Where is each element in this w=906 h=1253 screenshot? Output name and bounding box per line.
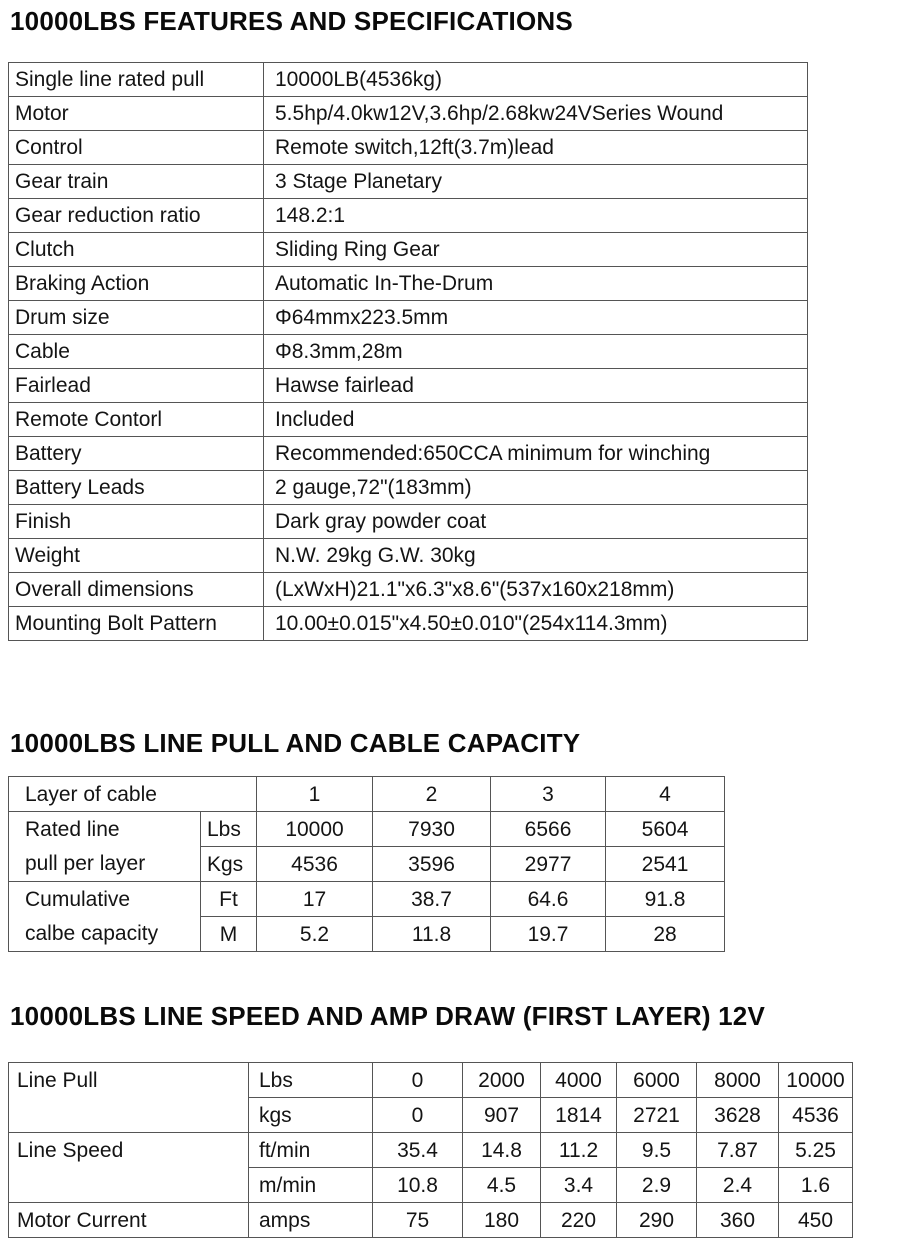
pull-per-layer-label: pull per layer xyxy=(9,847,201,882)
unit-cell: kgs xyxy=(249,1098,373,1133)
unit-cell: Ft xyxy=(201,882,257,917)
value-cell: 11.8 xyxy=(373,917,491,952)
line-pull-label-cont xyxy=(9,1098,249,1133)
value-cell: 75 xyxy=(373,1203,463,1238)
spec-table xyxy=(8,62,808,641)
spec-label: Control xyxy=(9,131,264,165)
value-cell: 38.7 xyxy=(373,882,491,917)
speed-heading: 10000LBS LINE SPEED AND AMP DRAW (FIRST LAYER) 12V xyxy=(10,1001,766,1031)
value-cell: 6000 xyxy=(617,1063,697,1098)
unit-cell: Lbs xyxy=(249,1063,373,1098)
spec-row xyxy=(9,471,808,505)
spec-value: (LxWxH)21.1"x6.3"x8.6"(537x160x218mm) xyxy=(264,573,808,607)
value-cell: 3628 xyxy=(697,1098,779,1133)
spec-value: Recommended:650CCA minimum for winching xyxy=(264,437,808,471)
spec-row xyxy=(9,267,808,301)
value-cell: 19.7 xyxy=(491,917,606,952)
table-row xyxy=(9,812,725,847)
line-pull-label: Line Pull xyxy=(9,1063,249,1098)
spec-value: 148.2:1 xyxy=(264,199,808,233)
pull-table xyxy=(8,776,725,952)
value-cell: 5.25 xyxy=(779,1133,853,1168)
value-cell: 1.6 xyxy=(779,1168,853,1203)
unit-cell: amps xyxy=(249,1203,373,1238)
value-cell: 6566 xyxy=(491,812,606,847)
unit-cell: Lbs xyxy=(201,812,257,847)
value-cell: 17 xyxy=(257,882,373,917)
table-row xyxy=(9,917,725,952)
value-cell: 4.5 xyxy=(463,1168,541,1203)
spec-row xyxy=(9,165,808,199)
line-speed-label-cont xyxy=(9,1168,249,1203)
spec-value: Φ8.3mm,28m xyxy=(264,335,808,369)
value-cell: 4536 xyxy=(779,1098,853,1133)
spec-value: Automatic In-The-Drum xyxy=(264,267,808,301)
spec-value: 3 Stage Planetary xyxy=(264,165,808,199)
spec-row xyxy=(9,539,808,573)
spec-value: Sliding Ring Gear xyxy=(264,233,808,267)
layer-number: 3 xyxy=(491,777,606,812)
spec-heading: 10000LBS FEATURES AND SPECIFICATIONS xyxy=(10,6,573,36)
value-cell: 290 xyxy=(617,1203,697,1238)
spec-row xyxy=(9,199,808,233)
value-cell: 2.4 xyxy=(697,1168,779,1203)
spec-label: Overall dimensions xyxy=(9,573,264,607)
spec-row xyxy=(9,505,808,539)
spec-value: Hawse fairlead xyxy=(264,369,808,403)
table-row xyxy=(9,882,725,917)
cable-capacity-label: calbe capacity xyxy=(9,917,201,952)
pull-heading: 10000LBS LINE PULL AND CABLE CAPACITY xyxy=(10,728,581,758)
spec-row xyxy=(9,573,808,607)
value-cell: 180 xyxy=(463,1203,541,1238)
spec-label: Cable xyxy=(9,335,264,369)
motor-current-label: Motor Current xyxy=(9,1203,249,1238)
speed-table xyxy=(8,1062,853,1238)
spec-value: 5.5hp/4.0kw12V,3.6hp/2.68kw24VSeries Wound xyxy=(264,97,808,131)
spec-label: Finish xyxy=(9,505,264,539)
value-cell: 2977 xyxy=(491,847,606,882)
spec-row xyxy=(9,437,808,471)
spec-label: Braking Action xyxy=(9,267,264,301)
table-row xyxy=(9,777,725,812)
value-cell: 7.87 xyxy=(697,1133,779,1168)
value-cell: 907 xyxy=(463,1098,541,1133)
spec-value: Included xyxy=(264,403,808,437)
value-cell: 14.8 xyxy=(463,1133,541,1168)
spec-label: Clutch xyxy=(9,233,264,267)
line-speed-label: Line Speed xyxy=(9,1133,249,1168)
table-row xyxy=(9,1203,853,1238)
value-cell: 10000 xyxy=(257,812,373,847)
spec-label: Gear train xyxy=(9,165,264,199)
table-row xyxy=(9,1133,853,1168)
value-cell: 3.4 xyxy=(541,1168,617,1203)
table-row xyxy=(9,847,725,882)
value-cell: 28 xyxy=(606,917,725,952)
spec-label: Battery Leads xyxy=(9,471,264,505)
value-cell: 0 xyxy=(373,1063,463,1098)
spec-value: Remote switch,12ft(3.7m)lead xyxy=(264,131,808,165)
spec-row xyxy=(9,607,808,641)
spec-row xyxy=(9,131,808,165)
spec-value: N.W. 29kg G.W. 30kg xyxy=(264,539,808,573)
value-cell: 91.8 xyxy=(606,882,725,917)
unit-cell: Kgs xyxy=(201,847,257,882)
value-cell: 10000 xyxy=(779,1063,853,1098)
spec-row xyxy=(9,301,808,335)
value-cell: 2541 xyxy=(606,847,725,882)
spec-value: 10.00±0.015"x4.50±0.010"(254x114.3mm) xyxy=(264,607,808,641)
spec-row xyxy=(9,403,808,437)
spec-value: 10000LB(4536kg) xyxy=(264,63,808,97)
value-cell: 8000 xyxy=(697,1063,779,1098)
value-cell: 4536 xyxy=(257,847,373,882)
rated-line-label: Rated line xyxy=(9,812,201,847)
spec-row xyxy=(9,369,808,403)
unit-cell: M xyxy=(201,917,257,952)
value-cell: 4000 xyxy=(541,1063,617,1098)
spec-row xyxy=(9,233,808,267)
spec-value: Φ64mmx223.5mm xyxy=(264,301,808,335)
value-cell: 35.4 xyxy=(373,1133,463,1168)
unit-cell: m/min xyxy=(249,1168,373,1203)
cumulative-label: Cumulative xyxy=(9,882,201,917)
spec-row xyxy=(9,335,808,369)
layer-number: 4 xyxy=(606,777,725,812)
spec-label: Drum size xyxy=(9,301,264,335)
unit-cell: ft/min xyxy=(249,1133,373,1168)
spec-row xyxy=(9,97,808,131)
spec-label: Remote Contorl xyxy=(9,403,264,437)
value-cell: 0 xyxy=(373,1098,463,1133)
spec-label: Gear reduction ratio xyxy=(9,199,264,233)
spec-row xyxy=(9,63,808,97)
spec-label: Fairlead xyxy=(9,369,264,403)
value-cell: 450 xyxy=(779,1203,853,1238)
spec-label: Weight xyxy=(9,539,264,573)
layer-number: 2 xyxy=(373,777,491,812)
layer-number: 1 xyxy=(257,777,373,812)
value-cell: 2721 xyxy=(617,1098,697,1133)
value-cell: 11.2 xyxy=(541,1133,617,1168)
layer-of-cable-label: Layer of cable xyxy=(9,777,257,812)
spec-label: Motor xyxy=(9,97,264,131)
spec-value: 2 gauge,72"(183mm) xyxy=(264,471,808,505)
value-cell: 9.5 xyxy=(617,1133,697,1168)
table-row xyxy=(9,1063,853,1098)
value-cell: 1814 xyxy=(541,1098,617,1133)
value-cell: 5604 xyxy=(606,812,725,847)
value-cell: 360 xyxy=(697,1203,779,1238)
value-cell: 3596 xyxy=(373,847,491,882)
table-row xyxy=(9,1098,853,1133)
value-cell: 2.9 xyxy=(617,1168,697,1203)
value-cell: 5.2 xyxy=(257,917,373,952)
value-cell: 10.8 xyxy=(373,1168,463,1203)
value-cell: 7930 xyxy=(373,812,491,847)
value-cell: 64.6 xyxy=(491,882,606,917)
value-cell: 220 xyxy=(541,1203,617,1238)
spec-label: Mounting Bolt Pattern xyxy=(9,607,264,641)
spec-value: Dark gray powder coat xyxy=(264,505,808,539)
value-cell: 2000 xyxy=(463,1063,541,1098)
spec-label: Battery xyxy=(9,437,264,471)
spec-label: Single line rated pull xyxy=(9,63,264,97)
table-row xyxy=(9,1168,853,1203)
